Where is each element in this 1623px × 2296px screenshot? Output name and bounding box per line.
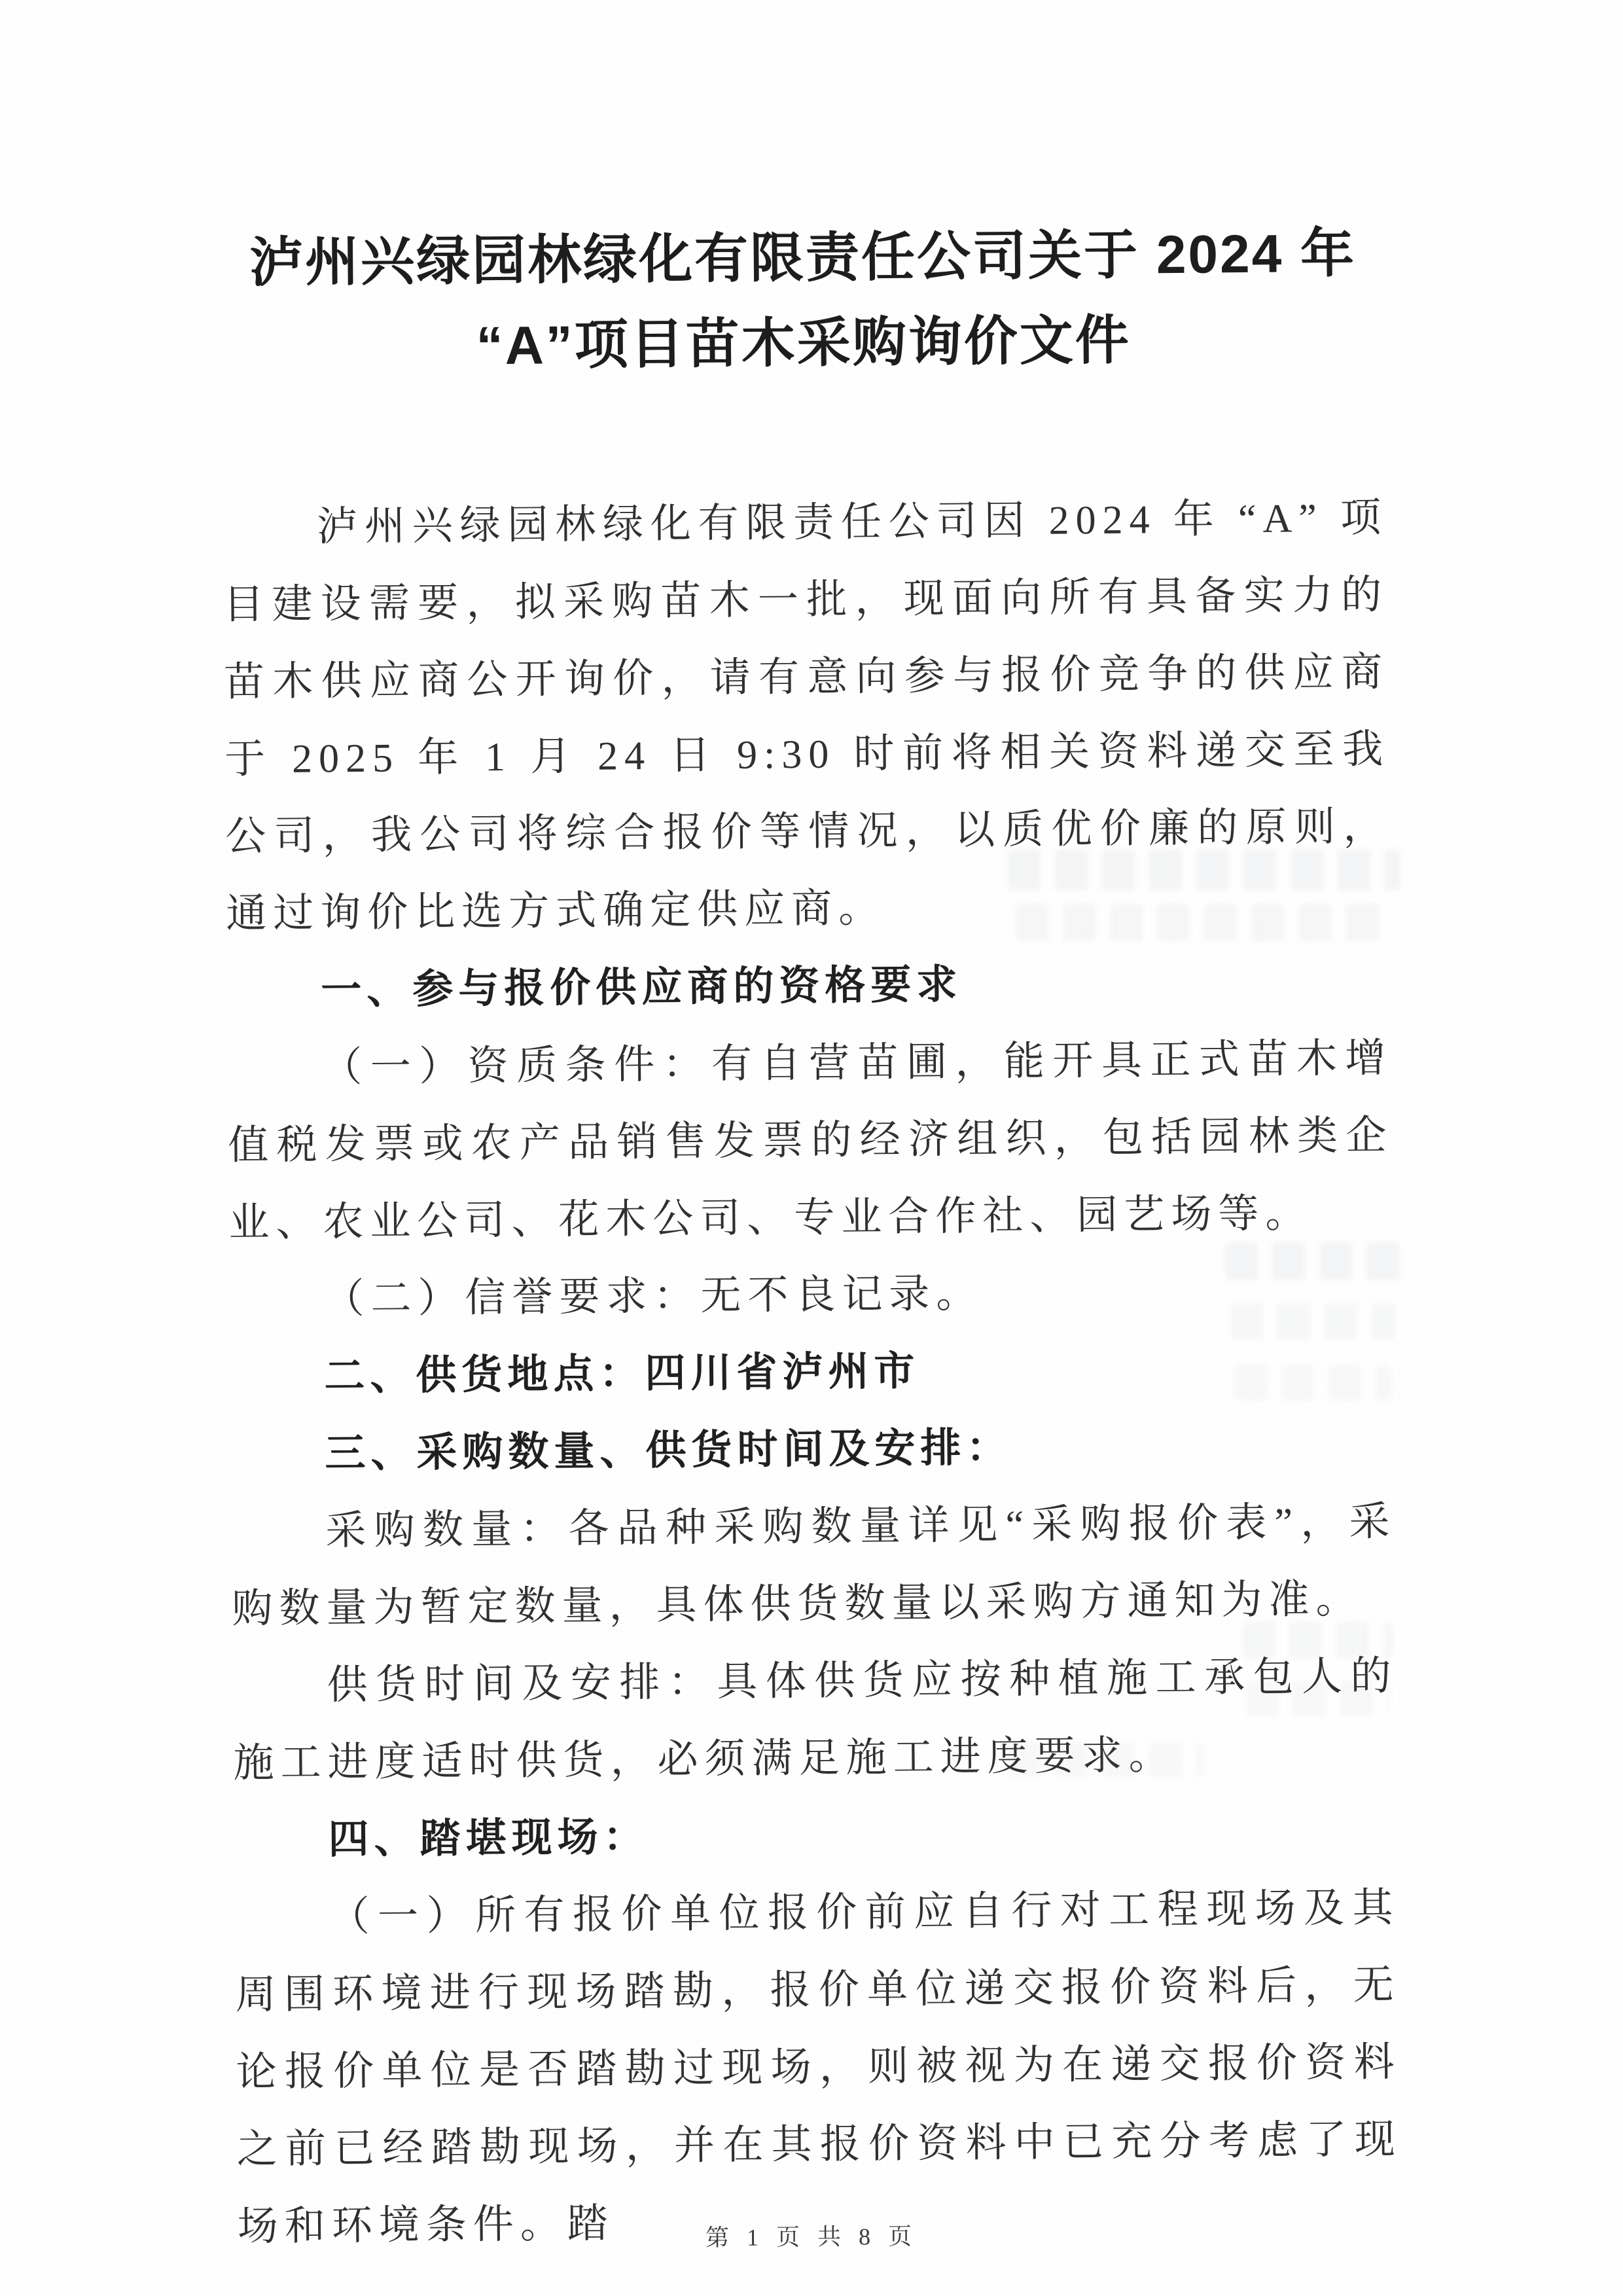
body-paragraph: （一）资质条件：有自营苗圃，能开具正式苗木增值税发票或农产品销售发票的经济组织，包括园林类企业、农业公司、花木公司、专业合作社、园艺场等。	[228, 1036, 1393, 1246]
document-title-line-1: 泸州兴绿园林绿化有限责任公司关于 2024 年	[249, 223, 1357, 293]
section-heading: 二、供货地点：四川省泸州市	[324, 1348, 920, 1399]
document-title	[220, 211, 1386, 391]
body-paragraph: 供货时间及安排：具体供货应按种植施工承包人的施工进度适时供货，必须满足施工进度要求。	[233, 1654, 1398, 1786]
document-content	[220, 211, 1402, 2265]
section-heading: 三、采购数量、供货时间及安排：	[325, 1425, 1012, 1477]
section-heading: 四、踏堪现场：	[328, 1814, 649, 1863]
body-paragraph: （二）信誉要求：无不良记录。	[323, 1271, 984, 1322]
page-number-footer: 第 1 页 共 8 页	[705, 2223, 918, 2251]
document-body	[223, 479, 1403, 2265]
body-paragraph: （一）所有报价单位报价前应自行对工程现场及其周围环境进行现场踏勘，报价单位递交报价资料后，无论报价单位是否踏勘过现场，则被视为在递交报价资料之前已经踏勘现场，并在其报价资料中已充分考虑了现场和环境条件。踏	[235, 1886, 1402, 2250]
body-paragraph: 泸州兴绿园林绿化有限责任公司因 2024 年 “A” 项目建设需要，拟采购苗木一批，现面向所有具备实力的苗木供应商公开询价，请有意向参与报价竞争的供应商于 2025 年 1 月 24 日 9:30 时前将相关资料递交至我公司，我公司将综合报价等情况，以质优价廉的原则，通过询价比选方式确定供应商。	[223, 495, 1391, 937]
body-paragraph: 采购数量：各品种采购数量详见“采购报价表”，采购数量为暂定数量，具体供货数量以采购方通知为准。	[232, 1499, 1397, 1632]
section-heading: 一、参与报价供应商的资格要求	[320, 961, 963, 1013]
document-title-line-2: “A”项目苗木采购询价文件	[476, 310, 1132, 376]
